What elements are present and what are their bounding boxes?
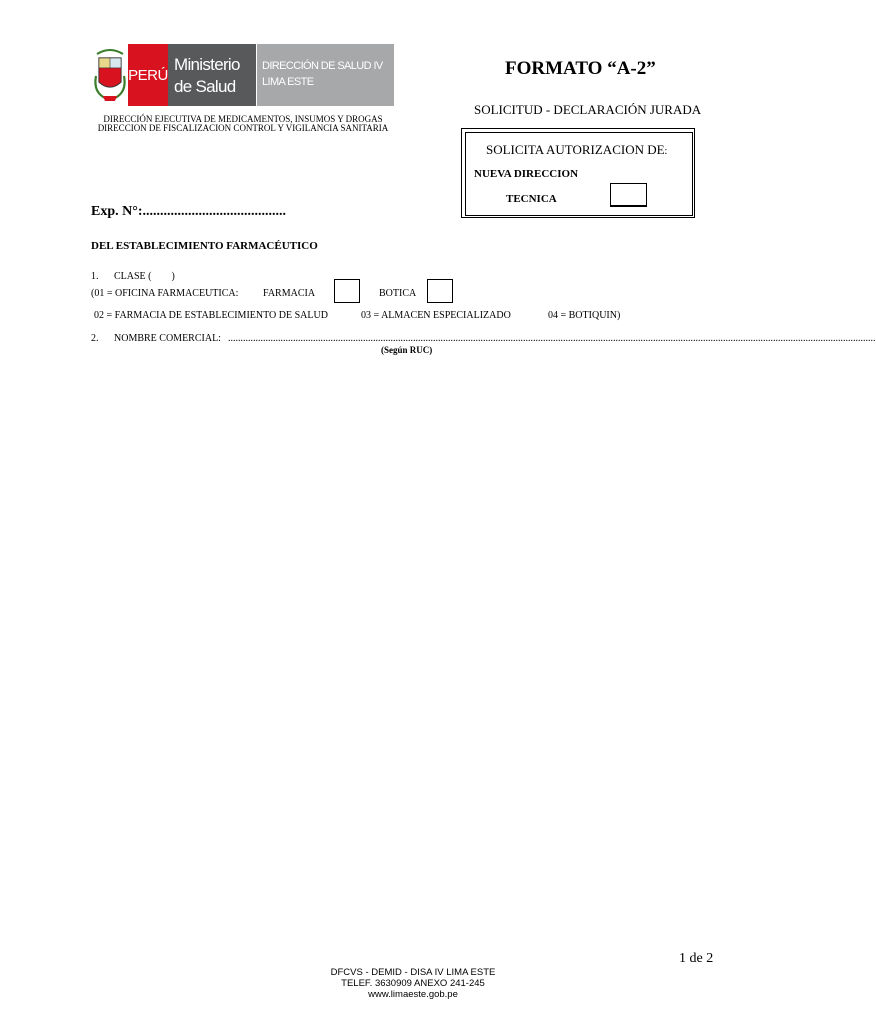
ministry-label bbox=[168, 44, 256, 106]
direction-label bbox=[256, 44, 394, 106]
farmacia-label: FARMACIA bbox=[263, 288, 316, 299]
request-box-title bbox=[486, 142, 667, 158]
nombre-comercial-number: 2. bbox=[91, 333, 99, 344]
form-subtitle: SOLICITUD - DECLARACIÓN JURADA bbox=[474, 102, 702, 117]
botica-checkbox[interactable] bbox=[427, 279, 453, 303]
direction-line-2: LIMA ESTE bbox=[262, 76, 314, 88]
request-box-title-text: SOLICITA AUTORIZACION DE bbox=[486, 142, 665, 157]
nombre-comercial-label: NOMBRE COMERCIAL: bbox=[114, 333, 221, 344]
form-title: FORMATO “A-2” bbox=[505, 58, 656, 79]
clase-option-04: 04 = BOTIQUIN) bbox=[548, 310, 621, 321]
subhead-line-2: DIRECCION DE FISCALIZACION CONTROL Y VIGILANCIA SANITARIA bbox=[97, 123, 389, 133]
botica-label: BOTICA bbox=[379, 288, 417, 299]
option-tecnica: TECNICA bbox=[506, 193, 557, 205]
nombre-comercial-field[interactable]: ................................................................................................................................................................................................................................................................... bbox=[228, 333, 876, 344]
subhead-line-1: DIRECCIÓN EJECUTIVA DE MEDICAMENTOS, INSUMOS Y DROGAS bbox=[103, 114, 383, 124]
ministry-line-2: de Salud bbox=[174, 77, 236, 96]
segun-ruc-note: (Según RUC) bbox=[381, 345, 433, 355]
clase-number: 1. bbox=[91, 271, 99, 282]
peru-coat-of-arms-icon bbox=[92, 44, 128, 106]
direction-line-1: DIRECCIÓN DE SALUD IV bbox=[262, 60, 383, 72]
footer-line-2: TELEF. 3630909 ANEXO 241-245 bbox=[341, 978, 485, 989]
clase-option-02: 02 = FARMACIA DE ESTABLECIMIENTO DE SALUD bbox=[94, 310, 328, 321]
footer bbox=[284, 967, 542, 1000]
footer-website: www.limaeste.gob.pe bbox=[368, 989, 458, 1000]
clase-option-01: (01 = OFICINA FARMACEUTICA: bbox=[91, 288, 239, 299]
expediente-field[interactable]: Exp. N°:......................................... bbox=[91, 204, 286, 219]
request-box-title-colon: : bbox=[664, 146, 668, 157]
clase-field[interactable]: CLASE ( ) bbox=[114, 271, 175, 282]
minsa-logo bbox=[92, 44, 394, 106]
section-title: DEL ESTABLECIMIENTO FARMACÉUTICO bbox=[91, 240, 318, 252]
country-label: PERÚ bbox=[128, 44, 168, 106]
clase-option-03: 03 = ALMACEN ESPECIALIZADO bbox=[361, 310, 511, 321]
nueva-direccion-tecnica-checkbox[interactable] bbox=[610, 183, 647, 207]
page-number: 1 de 2 bbox=[679, 951, 714, 966]
farmacia-checkbox[interactable] bbox=[334, 279, 360, 303]
ministry-line-1: Ministerio bbox=[174, 55, 240, 74]
footer-line-1: DFCVS - DEMID - DISA IV LIMA ESTE bbox=[330, 967, 496, 978]
option-nueva-direccion: NUEVA DIRECCION bbox=[474, 168, 579, 180]
